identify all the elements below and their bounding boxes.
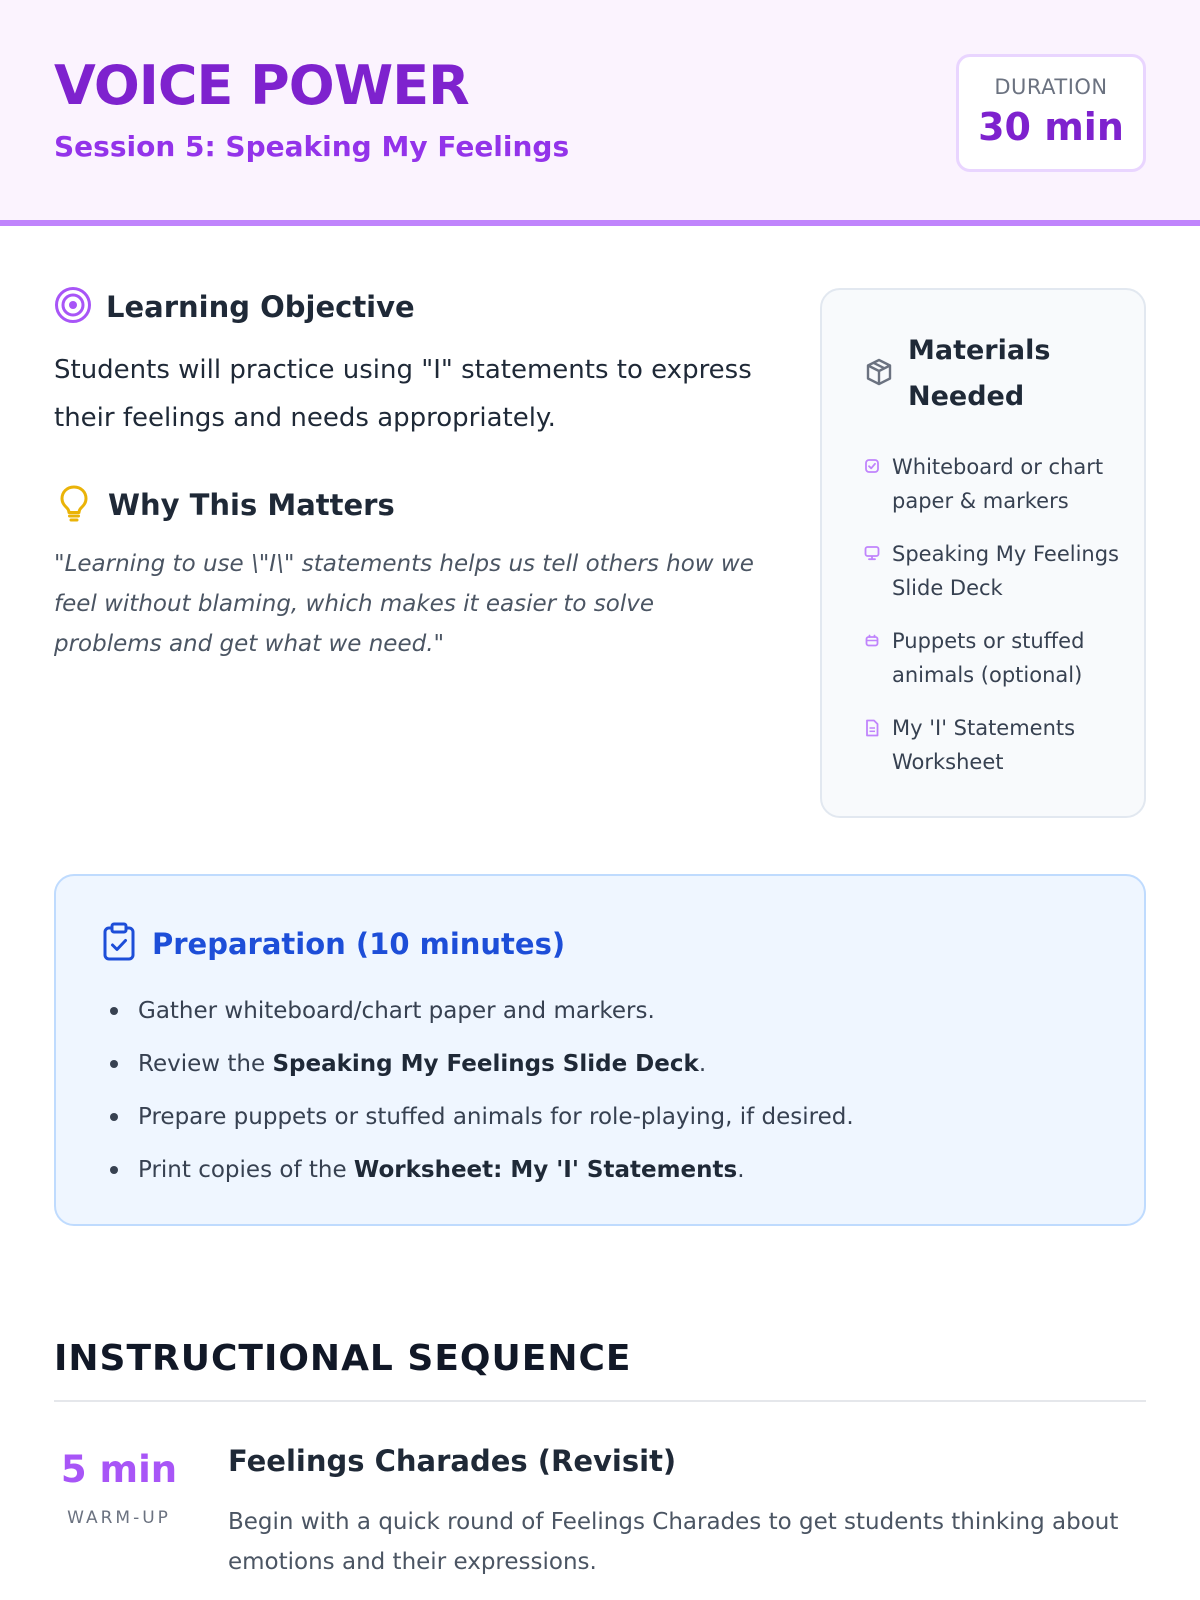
preparation-heading (102, 922, 565, 966)
package-icon (864, 357, 894, 391)
program-title: VOICE POWER (54, 54, 469, 117)
objective-title: Learning Objective (106, 290, 415, 324)
preparation-item (110, 1143, 1110, 1196)
presentation-icon (864, 545, 880, 565)
step-description: Begin with a quick round of Feelings Charades to get students thinking about emotions and their expressions. (228, 1509, 1119, 1575)
checkbox-icon (864, 458, 880, 478)
preparation-list (110, 984, 1110, 1196)
preparation-item-emphasis: Speaking My Feelings Slide Deck (272, 1050, 699, 1077)
lesson-header (0, 0, 1200, 226)
preparation-item-text: Print copies of the (138, 1156, 354, 1183)
why-title: Why This Matters (108, 488, 395, 522)
preparation-item (110, 984, 1110, 1037)
why-quote: "Learning to use \"I\" statements helps us tell others how we feel without blaming, which makes it easier to solve problems and get what we need." (54, 551, 754, 657)
duration-badge (956, 54, 1146, 172)
preparation-item-text: Prepare puppets or stuffed animals for role-playing, if desired. (138, 1103, 854, 1130)
target-icon (54, 286, 92, 328)
step-duration: 5 min (60, 1448, 178, 1491)
duration-label: DURATION (994, 75, 1108, 99)
preparation-item-suffix: . (698, 1050, 707, 1077)
document-icon (864, 719, 880, 741)
materials-item (864, 537, 1124, 605)
materials-item (864, 624, 1124, 692)
materials-item-label: My 'I' Statements Worksheet (892, 716, 1076, 774)
materials-heading (864, 328, 1124, 420)
step-phase-tag: WARM-UP (67, 1508, 171, 1528)
materials-item-label: Whiteboard or chart paper & markers (892, 455, 1104, 513)
why-heading (54, 484, 395, 526)
materials-list (864, 450, 1124, 798)
duration-value: 30 min (978, 105, 1124, 149)
objective-text: Students will practice using "I" statements to express their feelings and needs appropriately. (54, 355, 752, 433)
preparation-item (110, 1090, 1110, 1143)
bullet (110, 1060, 118, 1068)
bullet (110, 1007, 118, 1015)
section-divider (54, 1400, 1146, 1402)
materials-title: Materials Needed (908, 335, 1051, 412)
clipboard-check-icon (102, 922, 136, 966)
preparation-item-text: Gather whiteboard/chart paper and markers. (138, 997, 655, 1024)
preparation-card (54, 874, 1146, 1226)
materials-item-label: Speaking My Feelings Slide Deck (892, 542, 1120, 600)
preparation-title: Preparation (10 minutes) (152, 927, 566, 961)
materials-item (864, 450, 1124, 518)
bullet (110, 1113, 118, 1121)
step-title: Feelings Charades (Revisit) (228, 1444, 677, 1478)
materials-item (864, 711, 1124, 779)
toy-icon (864, 632, 880, 652)
preparation-item (110, 1037, 1110, 1090)
objective-heading (54, 286, 415, 328)
materials-item-label: Puppets or stuffed animals (optional) (892, 629, 1085, 687)
preparation-item-emphasis: Worksheet: My 'I' Statements (353, 1156, 738, 1183)
sequence-title: INSTRUCTIONAL SEQUENCE (54, 1338, 632, 1379)
lightbulb-icon (58, 484, 90, 526)
preparation-item-suffix: . (737, 1156, 745, 1183)
materials-card (820, 288, 1146, 818)
preparation-item-text: Review the (138, 1050, 273, 1077)
session-subtitle: Session 5: Speaking My Feelings (54, 130, 570, 163)
bullet (110, 1166, 118, 1174)
